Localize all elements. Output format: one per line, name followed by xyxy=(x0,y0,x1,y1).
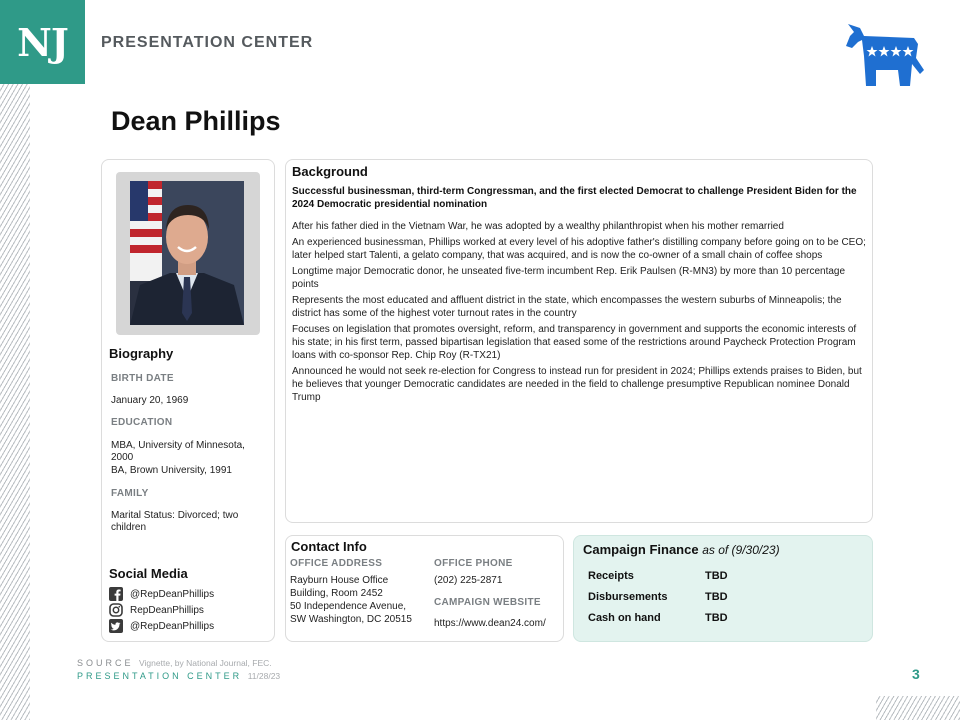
decorative-hatch-left xyxy=(0,84,30,720)
family-value: Marital Status: Divorced; two children xyxy=(111,510,239,533)
office-phone-value: (202) 225-2871 xyxy=(434,575,503,586)
biography-heading: Biography xyxy=(109,346,174,361)
office-address-line: Rayburn House Office xyxy=(290,575,389,586)
finance-title: Campaign Finance xyxy=(583,542,699,557)
facebook-link[interactable] xyxy=(109,587,214,601)
finance-heading xyxy=(583,542,780,557)
source-text: Vignette, by National Journal, FEC. xyxy=(139,658,272,668)
twitter-icon xyxy=(109,619,123,633)
finance-label: Disbursements xyxy=(588,590,668,603)
twitter-link[interactable] xyxy=(109,619,214,633)
list-item: Longtime major Democratic donor, he unseated five-term incumbent Rep. Erik Paulsen (R-MN3) by more than 10 percentage points xyxy=(292,266,846,290)
instagram-link[interactable] xyxy=(109,603,204,617)
table-row xyxy=(588,586,728,607)
background-summary: Successful businessman, third-term Congressman, and the first elected Democrat to challenge President Biden for the 2024 Democratic presidential nomination xyxy=(292,186,857,210)
office-address-label: OFFICE ADDRESS xyxy=(290,558,383,569)
finance-as-of: as of (9/30/23) xyxy=(702,543,780,557)
footer-date: 11/28/23 xyxy=(247,671,281,681)
footer-center xyxy=(77,671,280,681)
finance-table xyxy=(588,565,728,628)
nj-logo xyxy=(0,0,85,84)
portrait-photo xyxy=(130,181,244,325)
office-address-line: SW Washington, DC 20515 xyxy=(290,614,412,625)
source-label: SOURCE xyxy=(77,658,134,668)
finance-value: TBD xyxy=(705,569,728,582)
office-address-line: 50 Independence Avenue, xyxy=(290,601,407,612)
list-item: Announced he would not seek re-election for Congress to instead run for president in 2024; Phillips extends praises to Biden, but he believes that younger Democratic candidates are needed in the field to challenge presumptive Republican nominee Donald Trump xyxy=(292,366,862,403)
facebook-handle: @RepDeanPhillips xyxy=(130,588,215,600)
education-label: EDUCATION xyxy=(111,417,173,428)
family-label: FAMILY xyxy=(111,488,149,499)
office-phone-label: OFFICE PHONE xyxy=(434,558,513,569)
instagram-handle: RepDeanPhillips xyxy=(130,604,204,616)
page-number: 3 xyxy=(912,666,920,682)
twitter-handle: @RepDeanPhillips xyxy=(130,620,215,632)
header-title: PRESENTATION CENTER xyxy=(101,34,314,51)
background-list xyxy=(292,220,866,407)
logo-text: NJ xyxy=(17,19,68,65)
list-item: After his father died in the Vietnam War, he was adopted by a wealthy philanthropist when his mother remarried xyxy=(292,221,784,232)
birth-date-label: BIRTH DATE xyxy=(111,373,174,384)
page-title: Dean Phillips xyxy=(111,106,281,136)
education-item: BA, Brown University, 1991 xyxy=(111,465,232,476)
center-label: PRESENTATION CENTER xyxy=(77,671,243,681)
democratic-donkey-icon xyxy=(842,20,926,92)
campaign-website-link[interactable]: https://www.dean24.com/ xyxy=(434,618,546,629)
finance-value: TBD xyxy=(705,590,728,603)
social-media-heading: Social Media xyxy=(109,566,188,581)
finance-label: Receipts xyxy=(588,569,634,582)
background-heading: Background xyxy=(292,164,368,179)
list-item: Focuses on legislation that promotes oversight, reform, and transparency in government and supports the economic interests of his state; in his first term, passed bipartisan legislation that eased some of the restrictions around Paycheck Protection Program loans with co-sponsor Rep. Chip Roy (R-TX21) xyxy=(292,324,857,361)
instagram-icon xyxy=(109,603,123,617)
table-row xyxy=(588,565,728,586)
birth-date-value: January 20, 1969 xyxy=(111,395,189,406)
contact-heading: Contact Info xyxy=(291,539,367,554)
campaign-website-label: CAMPAIGN WEBSITE xyxy=(434,597,541,608)
list-item: An experienced businessman, Phillips worked at every level of his adoptive father's distilling company before going on to be CEO; later helped start Talenti, a gelato company, that was acquired, and is now the co-owner of a small chain of coffee shops xyxy=(292,237,866,261)
education-item: MBA, University of Minnesota, 2000 xyxy=(111,440,245,463)
table-row xyxy=(588,607,728,628)
facebook-icon xyxy=(109,587,123,601)
decorative-hatch-bottom xyxy=(876,696,960,720)
finance-value: TBD xyxy=(705,611,728,624)
office-address-line: Building, Room 2452 xyxy=(290,588,383,599)
footer-source xyxy=(77,658,272,668)
list-item: Represents the most educated and affluent district in the state, which encompasses the western suburbs of Minneapolis; the district has some of the highest voter turnout rates in the country xyxy=(292,295,842,319)
finance-label: Cash on hand xyxy=(588,611,661,624)
